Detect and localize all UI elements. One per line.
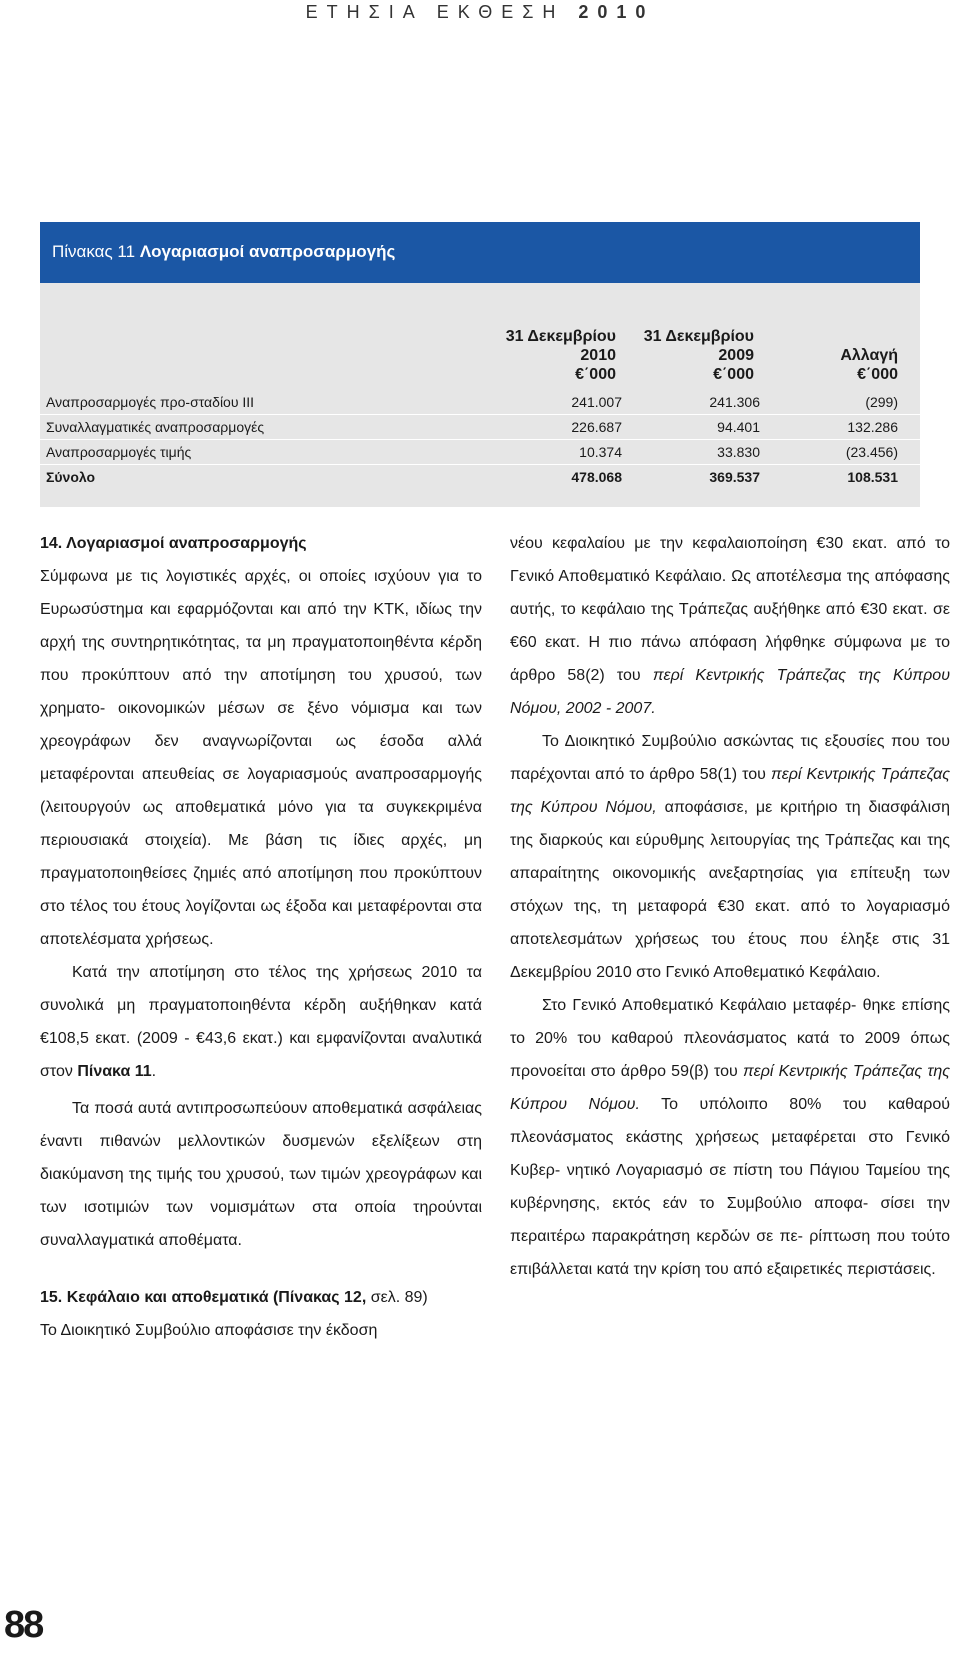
table-prefix: Πίνακας 11 <box>52 242 136 261</box>
paragraph <box>40 956 482 1088</box>
value-change: (23.456) <box>845 444 898 460</box>
paragraph: Το Διοικητικό Συμβούλιο αποφάσισε την έκδοση <box>40 1322 378 1339</box>
column-header-change <box>760 327 898 384</box>
column-header-unit: €΄000 <box>857 366 898 383</box>
column-header-line1: 31 Δεκεμβρίου <box>505 328 616 345</box>
column-header-line2: 2010 <box>580 347 616 364</box>
section-14-heading: 14. Λογαριασμοί αναπροσαρμογής <box>40 535 307 552</box>
row-label: Αναπροσαρμογές προ-σταδίου ΙΙΙ <box>46 394 255 410</box>
law-reference: περί Κεντρικής Τράπεζας της Κύπρου Νόμου. <box>510 1063 950 1113</box>
table-panel <box>40 283 920 507</box>
paragraph-text: . <box>151 1063 157 1080</box>
table-row <box>46 390 920 414</box>
column-header-line2: Αλλαγή <box>840 347 898 364</box>
value-2010: 241.007 <box>571 394 622 410</box>
right-column <box>510 527 950 1286</box>
paragraph <box>510 989 950 1286</box>
law-reference: περί Κεντρικής Τράπεζας της Κύπρου Νόμου, <box>510 766 950 816</box>
column-header-unit: €΄000 <box>575 366 616 383</box>
row-label: Σύνολο <box>46 469 96 485</box>
value-2009: 369.537 <box>709 469 760 485</box>
page-number: 88 <box>4 1604 43 1646</box>
left-column <box>40 527 482 1347</box>
column-header-line1: 31 Δεκεμβρίου <box>643 328 754 345</box>
paragraph: Σύμφωνα με τις λογιστικές αρχές, οι οποίες ισχύουν για το Ευρωσύστημα και εφαρμόζονται και από την ΚΤΚ, ιδίως την αρχή της συντηρητικότητας, τα μη πραγματοποιηθέντα κέρδη που προκύπτουν από την αποτίμηση του χρυσού, των χρηματο- οικονομικών μέσων σε ξένο νόμισμα και των χρεογράφων δεν αναγνωρίζονται ως έσοδα αλλά μεταφέρονται απευθείας σε λογαριασμούς αναπροσαρμογής (λειτουργούν ως αποθεματικά μόνο για τα συγκεκριμένα περιουσιακά στοιχεία). Με βάση τις ίδιες αρχές, μη πραγματοποιηθείσες ζημιές από αποτίμηση που προκύπτουν στο τέλος του έτους λογίζονται ως έξοδα και μεταφέρονται στα αποτελέσματα χρήσεως. <box>40 568 482 948</box>
table-reference: Πίνακα 11 <box>77 1063 152 1080</box>
paragraph-text: νέου κεφαλαίου με την κεφαλαιοποίηση €30 εκατ. από το Γενικό Αποθεματικό Κεφάλαιο. Ως αποτέλεσμα της απόφασης αυτής, το κεφάλαιο της Τράπεζας αυξήθηκε από €30 εκατ. σε €60 εκατ. Η πιο πάνω απόφαση λήφθηκε σύμφωνα με το άρθρο 58(2) του <box>510 535 950 684</box>
section-15-heading <box>40 1281 482 1314</box>
row-label: Αναπροσαρμογές τιμής <box>46 444 192 460</box>
paragraph <box>510 725 950 989</box>
table-row <box>46 440 920 464</box>
law-reference: περί Κεντρικής Τράπεζας της Κύπρου Νόμου, 2002 - 2007. <box>510 667 950 717</box>
value-2009: 33.830 <box>717 444 760 460</box>
table-row-total <box>46 465 920 489</box>
table-row <box>46 415 920 439</box>
paragraph: Τα ποσά αυτά αντιπροσωπεύουν αποθεματικά ασφάλειας έναντι πιθανών μελλοντικών δυσμενών εξελίξεων στη διακύμανση της τιμής του χρυσού, των τιμών χρεογράφων και των ισοτιμιών των νομισμάτων στα οποία τηρούνται συναλλαγματικά αποθέματα. <box>40 1100 482 1249</box>
column-header-line2: 2009 <box>718 347 754 364</box>
section-15-title: 15. Κεφάλαιο και αποθεματικά (Πίνακας 12, <box>40 1289 367 1306</box>
value-2009: 241.306 <box>709 394 760 410</box>
value-2010: 226.687 <box>571 419 622 435</box>
value-change: 132.286 <box>847 419 898 435</box>
table-title: Λογαριασμοί αναπροσαρμογής <box>139 242 396 261</box>
paragraph <box>510 527 950 725</box>
value-change: (299) <box>865 394 898 410</box>
paragraph-text: Κατά την αποτίμηση στο τέλος της χρήσεως 2010 τα συνολικά μη πραγματοποιηθέντα κέρδη αυξήθηκαν κατά €108,5 εκατ. (2009 - €43,6 εκατ.) και εμφανίζονται αναλυτικά στον <box>40 964 482 1080</box>
paragraph-text: Στο Γενικό Αποθεματικό Κεφάλαιο μεταφέρ- θηκε επίσης το 20% του καθαρού πλεονάσματος κατά το 2009 όπως προνοείται στο άρθρο 59(β) του <box>510 997 950 1080</box>
value-2009: 94.401 <box>717 419 760 435</box>
column-header-2010 <box>480 327 616 384</box>
value-change: 108.531 <box>847 469 898 485</box>
value-2010: 10.374 <box>579 444 622 460</box>
column-header-unit: €΄000 <box>713 366 754 383</box>
value-2010: 478.068 <box>571 469 622 485</box>
paragraph-text: Το υπόλοιπο 80% του καθαρού πλεονάσματος εκάστης χρήσεως μεταφέρεται στο Γενικό Κυβερ- νητικό Λογαριασμό σε πίστη του Πάγιου Ταμείου της κυβέρνησης, εκτός εάν το Συμβούλιο αποφα- σίσει την περαιτέρω παρακράτηση κερδών σε πε- ρίπτωση που τούτο επιβάλλεται κατά την κρίση του από εξαιρετικές περιστάσεις. <box>510 1096 951 1278</box>
table-title-bar <box>40 222 920 283</box>
column-header-2009 <box>618 327 754 384</box>
row-label: Συναλλαγματικές αναπροσαρμογές <box>46 419 265 435</box>
running-header <box>0 2 960 23</box>
running-header-year: 2010 <box>578 2 655 22</box>
column-header-line1 <box>760 327 898 346</box>
running-header-title: ΕΤΗΣΙΑ ΕΚΘΕΣΗ <box>305 2 565 22</box>
section-15-page-ref: σελ. 89) <box>366 1289 428 1306</box>
paragraph-text: αποφάσισε, με κριτήριο τη διασφάλιση της διαρκούς και εύρυθμης λειτουργίας της Τράπεζας και της απαραίτητης οικονομικής ανεξαρτησίας για επίτευξη των στόχων της, τη μεταφορά €30 εκατ. από το λογαριασμό αποτελεσμάτων χρήσεως του έτους που έληξε στις 31 Δεκεμβρίου 2010 στο Γενικό Αποθεματικό Κεφάλαιο. <box>510 799 950 981</box>
paragraph-text: Το Διοικητικό Συμβούλιο ασκώντας τις εξουσίες που του παρέχονται από το άρθρο 58(1) του <box>510 733 950 783</box>
